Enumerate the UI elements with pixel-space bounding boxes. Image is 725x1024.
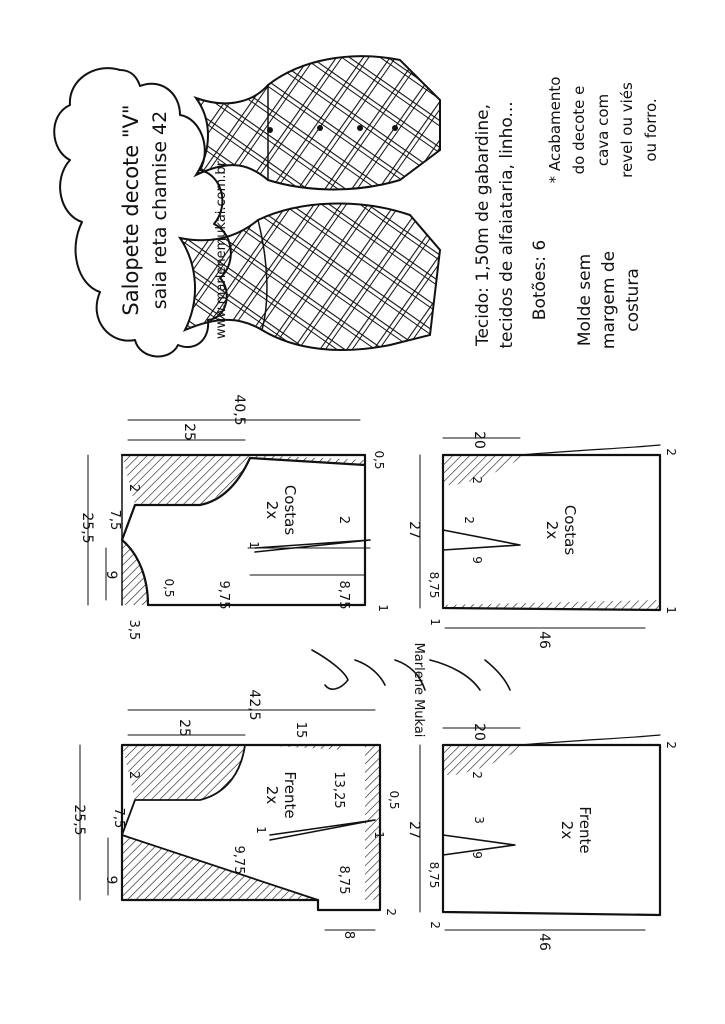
notes-fabric-line-1: Tecido: 1,50m de gabardine, <box>473 103 493 347</box>
sb-curve: 2 <box>470 476 484 484</box>
bf-ext: 8 <box>341 930 356 940</box>
sb-hip: 20 <box>471 431 487 449</box>
bb-top: 25 <box>181 423 197 441</box>
notes-buttons: Botões: 6 <box>530 239 550 321</box>
notes-mold-line-1: Molde sem <box>575 253 595 347</box>
signature-text: Marlene Mukai <box>411 642 426 738</box>
bf-label: Frente <box>281 771 299 819</box>
skirt-front-piece <box>443 735 660 915</box>
sf-left-marker: 2 <box>428 921 442 929</box>
sf-length: 46 <box>536 933 552 951</box>
bf-side-dart: 13,25 <box>331 771 346 809</box>
bb-label: Costas <box>281 484 299 536</box>
bf-dart-half: 1 <box>254 826 268 834</box>
bb-armhole-step: 0,5 <box>162 578 176 598</box>
sb-dart-width: 2 <box>462 516 476 524</box>
notes-mold-line-2: margem de <box>599 250 619 350</box>
bf-dart-pos-bottom: 8,75 <box>336 865 351 895</box>
bf-side-marker: 2 <box>384 908 398 916</box>
notes-finish-line-4: revel ou viés <box>618 82 636 178</box>
sb-hem-side: 2 <box>664 448 678 456</box>
bf-lower-height: 9 <box>103 875 119 885</box>
bf-height: 25,5 <box>71 804 87 836</box>
sf-hem-side: 2 <box>664 741 678 749</box>
sb-length: 46 <box>536 631 552 649</box>
sf-label: Frente <box>576 806 594 854</box>
sb-label: Costas <box>561 504 579 556</box>
bf-top: 25 <box>176 719 192 737</box>
bb-dart-width: 2 <box>336 515 351 525</box>
bf-dart-pos: 9,75 <box>231 845 246 875</box>
bf-count: 2x <box>263 785 281 805</box>
bb-hem-marker: 1 <box>376 604 390 612</box>
notes-finish-line-2: do decote e <box>570 85 588 175</box>
sb-count: 2x <box>543 520 561 540</box>
bb-dart-pos: 9,75 <box>216 580 231 610</box>
bb-count: 2x <box>263 500 281 520</box>
signature <box>312 650 510 690</box>
bf-shoulder-drop: 2 <box>126 770 141 780</box>
bb-total-width: 40,5 <box>231 394 247 426</box>
sb-left-marker: 1 <box>428 618 442 626</box>
notes-mold-line-3: costura <box>623 268 643 332</box>
sb-dart-depth: 9 <box>470 556 484 564</box>
notes-finish <box>546 77 660 184</box>
notes-mold <box>575 251 643 349</box>
title-line-1: Salopete decote "V" <box>119 104 143 316</box>
sb-hem-bottom: 1 <box>664 606 678 614</box>
notes-finish-line-1: * Acabamento <box>546 76 564 184</box>
bf-dart-small: 1 <box>372 831 386 839</box>
sf-dart-pos: 8,75 <box>427 861 441 889</box>
title-line-2: saia reta chamise 42 <box>149 110 171 310</box>
sb-dart-pos: 8,75 <box>427 571 441 599</box>
bb-hem-right: 0,5 <box>372 450 386 470</box>
sf-count: 2x <box>558 820 576 840</box>
bb-dart-pos-bottom: 8,75 <box>336 580 351 610</box>
bf-hem-right: 0,5 <box>387 790 401 810</box>
bb-height: 25,5 <box>79 512 95 544</box>
bb-shoulder-drop: 2 <box>126 483 141 493</box>
notes-fabric-line-2: tecidos de alfaiataria, linho... <box>497 101 517 349</box>
sf-dart-depth: 9 <box>470 851 484 859</box>
bf-total-width: 42,5 <box>246 689 262 721</box>
garment-illustration-back <box>196 56 440 189</box>
bb-lower-height: 9 <box>103 570 119 580</box>
bb-dart-half: 1 <box>247 541 261 549</box>
sf-hip: 20 <box>471 723 487 741</box>
bb-bottom-left: 3,5 <box>126 619 141 641</box>
sf-curve: 2 <box>470 771 484 779</box>
notes-fabric <box>473 101 517 348</box>
bodice-back-piece <box>122 455 370 605</box>
notes-finish-line-3: cava com <box>594 93 612 167</box>
notes-finish-line-5: ou forro. <box>642 98 660 162</box>
sf-dart-width: 3 <box>472 816 486 824</box>
sf-waist: 27 <box>406 821 422 839</box>
bb-shoulder: 7,5 <box>107 509 122 531</box>
bf-side: 15 <box>293 721 308 739</box>
sb-waist: 27 <box>406 521 422 539</box>
bf-shoulder: 7,5 <box>111 807 126 829</box>
